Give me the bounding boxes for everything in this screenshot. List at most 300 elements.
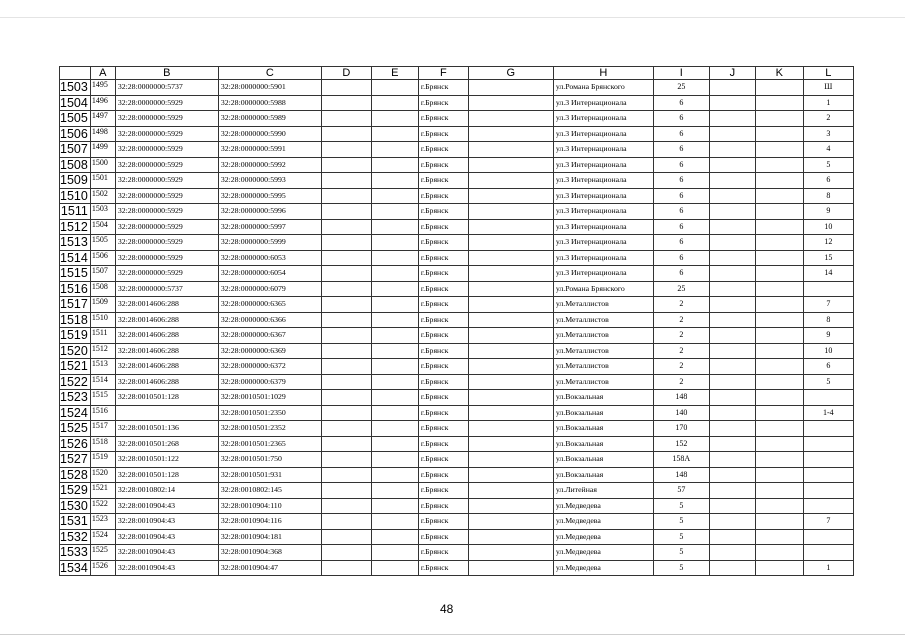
cell-b-cadastral: 32:28:0000000:5929 xyxy=(115,111,218,127)
cell-k xyxy=(755,374,803,390)
cell-i-house: 5 xyxy=(653,529,709,545)
table-row xyxy=(60,343,854,359)
cell-g xyxy=(468,188,553,204)
cell-i-house: 158А xyxy=(653,452,709,468)
cell-a: 1495 xyxy=(90,80,115,96)
cell-i-house: 170 xyxy=(653,421,709,437)
cell-a: 1502 xyxy=(90,188,115,204)
cell-d xyxy=(321,95,371,111)
cell-g xyxy=(468,343,553,359)
cell-k xyxy=(755,188,803,204)
cell-i-house: 6 xyxy=(653,95,709,111)
cell-j xyxy=(709,297,755,313)
cell-g xyxy=(468,126,553,142)
cell-g xyxy=(468,312,553,328)
cell-e xyxy=(371,359,418,375)
cell-e xyxy=(371,266,418,282)
table-row xyxy=(60,560,854,576)
cell-a: 1516 xyxy=(90,405,115,421)
cell-f-city: г.Брянск xyxy=(418,142,468,158)
table-row xyxy=(60,390,854,406)
column-header: G xyxy=(468,67,553,80)
row-number: 1534 xyxy=(60,560,91,576)
row-number: 1508 xyxy=(60,157,91,173)
cell-h-street: ул.Вокзальная xyxy=(553,467,653,483)
cell-d xyxy=(321,529,371,545)
cell-i-house: 2 xyxy=(653,359,709,375)
cell-j xyxy=(709,142,755,158)
cell-g xyxy=(468,281,553,297)
cell-l-apartment: 1 xyxy=(803,560,853,576)
cell-a: 1526 xyxy=(90,560,115,576)
cell-f-city: г.Брянск xyxy=(418,328,468,344)
cell-g xyxy=(468,359,553,375)
cell-f-city: г.Брянск xyxy=(418,514,468,530)
cell-h-street: ул.Вокзальная xyxy=(553,390,653,406)
cell-b-cadastral: 32:28:0000000:5929 xyxy=(115,235,218,251)
scan-edge-bottom xyxy=(0,634,905,635)
cell-f-city: г.Брянск xyxy=(418,235,468,251)
cell-k xyxy=(755,95,803,111)
cell-f-city: г.Брянск xyxy=(418,560,468,576)
cell-b-cadastral: 32:28:0000000:5929 xyxy=(115,157,218,173)
cell-l-apartment: 15 xyxy=(803,250,853,266)
cell-h-street: ул.3 Интернационала xyxy=(553,173,653,189)
cell-l-apartment xyxy=(803,421,853,437)
row-number: 1523 xyxy=(60,390,91,406)
cell-e xyxy=(371,157,418,173)
cell-j xyxy=(709,514,755,530)
cell-l-apartment: 3 xyxy=(803,126,853,142)
cell-c-cadastral: 32:28:0000000:6379 xyxy=(218,374,321,390)
cell-d xyxy=(321,343,371,359)
cell-e xyxy=(371,483,418,499)
cell-b-cadastral: 32:28:0000000:5737 xyxy=(115,80,218,96)
cell-i-house: 6 xyxy=(653,204,709,220)
cell-j xyxy=(709,421,755,437)
row-number: 1503 xyxy=(60,80,91,96)
cell-e xyxy=(371,529,418,545)
cell-j xyxy=(709,467,755,483)
cell-j xyxy=(709,483,755,499)
cell-j xyxy=(709,173,755,189)
row-number: 1504 xyxy=(60,95,91,111)
table-row xyxy=(60,359,854,375)
cell-c-cadastral: 32:28:0010501:750 xyxy=(218,452,321,468)
row-number: 1527 xyxy=(60,452,91,468)
cell-i-house: 148 xyxy=(653,467,709,483)
cell-i-house: 5 xyxy=(653,545,709,561)
column-header: J xyxy=(709,67,755,80)
cell-i-house: 6 xyxy=(653,219,709,235)
cell-l-apartment: 5 xyxy=(803,374,853,390)
cell-g xyxy=(468,405,553,421)
cell-g xyxy=(468,545,553,561)
cell-c-cadastral: 32:28:0010501:2350 xyxy=(218,405,321,421)
cell-h-street: ул.Металлистов xyxy=(553,328,653,344)
row-number: 1515 xyxy=(60,266,91,282)
cell-h-street: ул.3 Интернационала xyxy=(553,219,653,235)
row-number: 1526 xyxy=(60,436,91,452)
cell-i-house: 6 xyxy=(653,111,709,127)
table-row xyxy=(60,204,854,220)
cell-k xyxy=(755,390,803,406)
cell-g xyxy=(468,204,553,220)
cell-h-street: ул.Вокзальная xyxy=(553,452,653,468)
cell-c-cadastral: 32:28:0000000:5991 xyxy=(218,142,321,158)
cell-e xyxy=(371,452,418,468)
cell-c-cadastral: 32:28:0000000:5990 xyxy=(218,126,321,142)
cell-j xyxy=(709,452,755,468)
cell-a: 1521 xyxy=(90,483,115,499)
cell-c-cadastral: 32:28:0000000:5999 xyxy=(218,235,321,251)
row-number: 1510 xyxy=(60,188,91,204)
cell-c-cadastral: 32:28:0000000:5997 xyxy=(218,219,321,235)
cell-b-cadastral: 32:28:0000000:5929 xyxy=(115,173,218,189)
cell-f-city: г.Брянск xyxy=(418,157,468,173)
cell-h-street: ул.Вокзальная xyxy=(553,436,653,452)
cell-b-cadastral: 32:28:0014606:288 xyxy=(115,328,218,344)
row-number: 1514 xyxy=(60,250,91,266)
cell-j xyxy=(709,374,755,390)
cell-b-cadastral: 32:28:0000000:5929 xyxy=(115,219,218,235)
cell-e xyxy=(371,250,418,266)
table-row xyxy=(60,529,854,545)
cell-g xyxy=(468,328,553,344)
cell-b-cadastral: 32:28:0014606:288 xyxy=(115,312,218,328)
cell-d xyxy=(321,390,371,406)
cell-k xyxy=(755,126,803,142)
cell-g xyxy=(468,219,553,235)
row-number: 1512 xyxy=(60,219,91,235)
row-number: 1522 xyxy=(60,374,91,390)
cell-l-apartment: 4 xyxy=(803,142,853,158)
table-row xyxy=(60,80,854,96)
cell-i-house: 6 xyxy=(653,157,709,173)
cell-j xyxy=(709,188,755,204)
cell-c-cadastral: 32:28:0000000:6372 xyxy=(218,359,321,375)
cell-b-cadastral: 32:28:0010904:43 xyxy=(115,498,218,514)
cell-f-city: г.Брянск xyxy=(418,266,468,282)
cell-g xyxy=(468,390,553,406)
cell-c-cadastral: 32:28:0000000:6079 xyxy=(218,281,321,297)
cell-i-house: 2 xyxy=(653,343,709,359)
cell-f-city: г.Брянск xyxy=(418,188,468,204)
cell-l-apartment: 5 xyxy=(803,157,853,173)
table-row xyxy=(60,545,854,561)
cell-g xyxy=(468,250,553,266)
cell-k xyxy=(755,560,803,576)
cell-b-cadastral: 32:28:0010904:43 xyxy=(115,560,218,576)
cell-l-apartment: 12 xyxy=(803,235,853,251)
cell-b-cadastral: 32:28:0010501:268 xyxy=(115,436,218,452)
cell-e xyxy=(371,545,418,561)
cell-k xyxy=(755,545,803,561)
cell-f-city: г.Брянск xyxy=(418,467,468,483)
cell-e xyxy=(371,343,418,359)
cell-j xyxy=(709,312,755,328)
cell-l-apartment xyxy=(803,529,853,545)
cell-e xyxy=(371,467,418,483)
cell-a: 1517 xyxy=(90,421,115,437)
row-number: 1513 xyxy=(60,235,91,251)
cell-f-city: г.Брянск xyxy=(418,219,468,235)
cell-g xyxy=(468,436,553,452)
cell-k xyxy=(755,111,803,127)
cell-k xyxy=(755,436,803,452)
table-row xyxy=(60,514,854,530)
cell-k xyxy=(755,359,803,375)
cell-d xyxy=(321,374,371,390)
cell-l-apartment: Ш xyxy=(803,80,853,96)
row-number: 1517 xyxy=(60,297,91,313)
column-header-row xyxy=(60,67,854,80)
cell-d xyxy=(321,545,371,561)
cell-c-cadastral: 32:28:0010501:931 xyxy=(218,467,321,483)
cell-a: 1513 xyxy=(90,359,115,375)
cell-f-city: г.Брянск xyxy=(418,343,468,359)
cell-f-city: г.Брянск xyxy=(418,297,468,313)
cell-a: 1505 xyxy=(90,235,115,251)
cell-h-street: ул.Металлистов xyxy=(553,374,653,390)
cell-g xyxy=(468,452,553,468)
cell-h-street: ул.Металлистов xyxy=(553,343,653,359)
cell-c-cadastral: 32:28:0000000:5995 xyxy=(218,188,321,204)
row-number: 1525 xyxy=(60,421,91,437)
cell-d xyxy=(321,219,371,235)
cell-g xyxy=(468,111,553,127)
cell-i-house: 152 xyxy=(653,436,709,452)
cell-d xyxy=(321,188,371,204)
cell-f-city: г.Брянск xyxy=(418,111,468,127)
cell-c-cadastral: 32:28:0010501:1029 xyxy=(218,390,321,406)
table-row xyxy=(60,219,854,235)
cell-l-apartment: 7 xyxy=(803,297,853,313)
cell-h-street: ул.3 Интернационала xyxy=(553,126,653,142)
cell-g xyxy=(468,266,553,282)
cell-a: 1514 xyxy=(90,374,115,390)
table-row xyxy=(60,111,854,127)
cell-e xyxy=(371,235,418,251)
cell-c-cadastral: 32:28:0000000:5993 xyxy=(218,173,321,189)
row-number: 1518 xyxy=(60,312,91,328)
cell-j xyxy=(709,436,755,452)
cell-f-city: г.Брянск xyxy=(418,312,468,328)
table-row xyxy=(60,498,854,514)
column-header: L xyxy=(803,67,853,80)
cell-f-city: г.Брянск xyxy=(418,80,468,96)
cell-f-city: г.Брянск xyxy=(418,281,468,297)
cell-i-house: 6 xyxy=(653,173,709,189)
cell-g xyxy=(468,173,553,189)
cell-l-apartment: 14 xyxy=(803,266,853,282)
cell-k xyxy=(755,235,803,251)
table-body xyxy=(60,80,854,576)
cell-i-house: 25 xyxy=(653,281,709,297)
cell-j xyxy=(709,529,755,545)
cell-h-street: ул.3 Интернационала xyxy=(553,157,653,173)
cell-e xyxy=(371,312,418,328)
cell-i-house: 6 xyxy=(653,235,709,251)
cell-i-house: 2 xyxy=(653,297,709,313)
cell-a: 1519 xyxy=(90,452,115,468)
cell-c-cadastral: 32:28:0010802:145 xyxy=(218,483,321,499)
cell-h-street: ул.3 Интернационала xyxy=(553,111,653,127)
cell-a: 1496 xyxy=(90,95,115,111)
cell-a: 1522 xyxy=(90,498,115,514)
cell-j xyxy=(709,343,755,359)
cell-l-apartment: 10 xyxy=(803,343,853,359)
cell-l-apartment: 2 xyxy=(803,111,853,127)
table-row xyxy=(60,483,854,499)
column-header: B xyxy=(115,67,218,80)
column-header: A xyxy=(90,67,115,80)
row-number: 1524 xyxy=(60,405,91,421)
cell-e xyxy=(371,514,418,530)
cell-f-city: г.Брянск xyxy=(418,405,468,421)
cell-h-street: ул.Медведева xyxy=(553,560,653,576)
cell-c-cadastral: 32:28:0000000:5992 xyxy=(218,157,321,173)
cell-f-city: г.Брянск xyxy=(418,173,468,189)
cell-d xyxy=(321,111,371,127)
column-header: E xyxy=(371,67,418,80)
table-row xyxy=(60,266,854,282)
cell-h-street: ул.Вокзальная xyxy=(553,405,653,421)
table-row xyxy=(60,297,854,313)
column-header: C xyxy=(218,67,321,80)
column-header: F xyxy=(418,67,468,80)
cell-e xyxy=(371,111,418,127)
cell-g xyxy=(468,142,553,158)
cell-h-street: ул.Металлистов xyxy=(553,359,653,375)
cell-a: 1500 xyxy=(90,157,115,173)
cell-i-house: 2 xyxy=(653,374,709,390)
cell-i-house: 2 xyxy=(653,312,709,328)
cell-g xyxy=(468,297,553,313)
cell-c-cadastral: 32:28:0000000:5988 xyxy=(218,95,321,111)
cell-b-cadastral: 32:28:0014606:288 xyxy=(115,297,218,313)
cell-k xyxy=(755,343,803,359)
cell-b-cadastral: 32:28:0010802:14 xyxy=(115,483,218,499)
row-number: 1519 xyxy=(60,328,91,344)
row-number: 1528 xyxy=(60,467,91,483)
cell-d xyxy=(321,436,371,452)
cell-l-apartment xyxy=(803,452,853,468)
cell-h-street: ул.Медведева xyxy=(553,529,653,545)
table-row xyxy=(60,405,854,421)
table-row xyxy=(60,452,854,468)
cell-l-apartment xyxy=(803,390,853,406)
cell-b-cadastral: 32:28:0010904:43 xyxy=(115,545,218,561)
cell-f-city: г.Брянск xyxy=(418,126,468,142)
cell-h-street: ул.Металлистов xyxy=(553,297,653,313)
row-number: 1511 xyxy=(60,204,91,220)
cell-l-apartment xyxy=(803,281,853,297)
cell-a: 1503 xyxy=(90,204,115,220)
cell-h-street: ул.3 Интернационала xyxy=(553,204,653,220)
cell-j xyxy=(709,235,755,251)
cell-d xyxy=(321,514,371,530)
cell-a: 1515 xyxy=(90,390,115,406)
cell-k xyxy=(755,250,803,266)
cell-l-apartment: 1-4 xyxy=(803,405,853,421)
cell-f-city: г.Брянск xyxy=(418,436,468,452)
row-number: 1533 xyxy=(60,545,91,561)
cell-a: 1508 xyxy=(90,281,115,297)
page-number: 48 xyxy=(440,602,454,616)
cell-l-apartment: 8 xyxy=(803,312,853,328)
cell-l-apartment: 8 xyxy=(803,188,853,204)
cell-g xyxy=(468,467,553,483)
cell-d xyxy=(321,498,371,514)
cell-e xyxy=(371,281,418,297)
cell-l-apartment xyxy=(803,467,853,483)
cell-b-cadastral: 32:28:0014606:288 xyxy=(115,343,218,359)
cell-i-house: 6 xyxy=(653,250,709,266)
cell-c-cadastral: 32:28:0000000:6366 xyxy=(218,312,321,328)
cell-i-house: 25 xyxy=(653,80,709,96)
table-row xyxy=(60,142,854,158)
cell-k xyxy=(755,281,803,297)
cell-g xyxy=(468,514,553,530)
column-header: H xyxy=(553,67,653,80)
cell-a: 1509 xyxy=(90,297,115,313)
cell-j xyxy=(709,157,755,173)
cell-h-street: ул.Романа Брянского xyxy=(553,80,653,96)
cell-a: 1520 xyxy=(90,467,115,483)
cell-g xyxy=(468,560,553,576)
row-number: 1530 xyxy=(60,498,91,514)
cell-a: 1504 xyxy=(90,219,115,235)
cell-f-city: г.Брянск xyxy=(418,390,468,406)
cell-f-city: г.Брянск xyxy=(418,95,468,111)
cell-k xyxy=(755,204,803,220)
cell-h-street: ул.Медведева xyxy=(553,545,653,561)
cell-j xyxy=(709,126,755,142)
cell-c-cadastral: 32:28:0000000:6054 xyxy=(218,266,321,282)
cell-k xyxy=(755,514,803,530)
cell-g xyxy=(468,80,553,96)
cell-h-street: ул.3 Интернационала xyxy=(553,95,653,111)
cell-j xyxy=(709,359,755,375)
cell-h-street: ул.Медведева xyxy=(553,498,653,514)
cell-k xyxy=(755,498,803,514)
cell-l-apartment xyxy=(803,498,853,514)
cell-j xyxy=(709,405,755,421)
row-number: 1521 xyxy=(60,359,91,375)
cell-e xyxy=(371,498,418,514)
table-row xyxy=(60,173,854,189)
row-number: 1506 xyxy=(60,126,91,142)
cell-d xyxy=(321,281,371,297)
cell-b-cadastral: 32:28:0010501:122 xyxy=(115,452,218,468)
cell-e xyxy=(371,421,418,437)
cell-c-cadastral: 32:28:0010904:110 xyxy=(218,498,321,514)
cell-f-city: г.Брянск xyxy=(418,374,468,390)
cell-c-cadastral: 32:28:0000000:5996 xyxy=(218,204,321,220)
cell-a: 1506 xyxy=(90,250,115,266)
cell-e xyxy=(371,204,418,220)
cell-i-house: 5 xyxy=(653,514,709,530)
cell-f-city: г.Брянск xyxy=(418,452,468,468)
cell-d xyxy=(321,297,371,313)
cell-d xyxy=(321,467,371,483)
cell-d xyxy=(321,452,371,468)
cell-j xyxy=(709,80,755,96)
cell-i-house: 6 xyxy=(653,266,709,282)
cell-l-apartment: 7 xyxy=(803,514,853,530)
cell-j xyxy=(709,328,755,344)
